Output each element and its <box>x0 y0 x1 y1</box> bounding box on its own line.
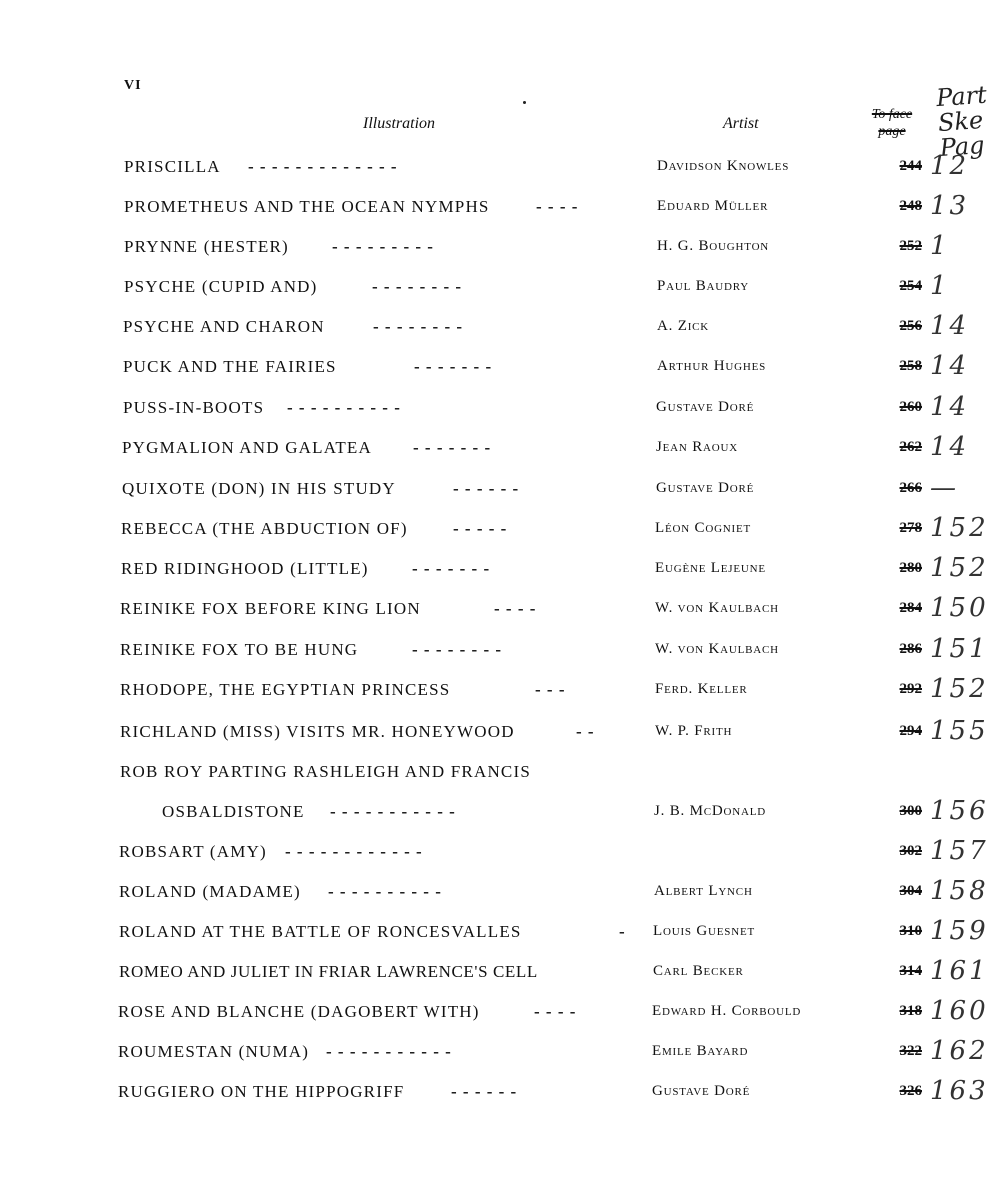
entry-artist: Gustave Doré <box>656 399 755 415</box>
leader-dots: - - - - - - - - - - - - <box>285 842 423 861</box>
list-item <box>0 762 1000 788</box>
list-item <box>0 1076 1000 1108</box>
entry-page: 310 <box>899 923 922 939</box>
handwritten-page-number: 13 <box>930 191 970 221</box>
handwritten-page-number: 14 <box>930 311 970 341</box>
entry-artist: J. B. McDonald <box>654 803 767 819</box>
list-item <box>0 553 1000 585</box>
list-item <box>0 796 1000 828</box>
entry-page: 254 <box>899 278 922 294</box>
entry-artist: Jean Raoux <box>656 439 738 455</box>
page-folio: VI <box>124 78 142 93</box>
entry-title: PROMETHEUS AND THE OCEAN NYMPHS <box>124 197 490 216</box>
entry-title: ROBSART (AMY) <box>119 842 267 861</box>
list-item <box>0 916 1000 948</box>
entry-page: 248 <box>899 198 922 214</box>
handwritten-page-number: 156 <box>930 796 989 826</box>
entry-page: 300 <box>899 803 922 819</box>
entry-title: PYGMALION AND GALATEA <box>122 438 372 457</box>
entry-page: 284 <box>899 600 922 616</box>
list-item <box>0 151 1000 183</box>
handwritten-word-3: Pag <box>938 130 986 162</box>
list-item <box>0 634 1000 666</box>
entry-artist: Albert Lynch <box>654 883 753 899</box>
handwritten-page-number: 14 <box>930 351 970 381</box>
leader-dots: - - - - - - - - - - - <box>326 1042 452 1061</box>
entry-page: 326 <box>899 1083 922 1099</box>
list-item <box>0 836 1000 868</box>
handwritten-page-number: 1 <box>930 271 950 301</box>
leader-dots: - - - - - <box>453 519 508 538</box>
entry-title: PSYCHE AND CHARON <box>123 317 325 336</box>
entry-artist: A. Zick <box>657 318 710 334</box>
list-item <box>0 1036 1000 1068</box>
list-item <box>0 956 1000 988</box>
handwritten-page-number: 159 <box>930 916 989 946</box>
column-header-to-face-page <box>862 106 922 140</box>
handwritten-page-number: 158 <box>930 876 989 906</box>
entry-artist: W. von Kaulbach <box>655 600 779 616</box>
entry-artist: Gustave Doré <box>656 480 755 496</box>
leader-dots: - - - - - - - - <box>373 317 464 336</box>
entry-title: RUGGIERO ON THE HIPPOGRIFF <box>118 1082 405 1101</box>
entry-artist: Gustave Doré <box>652 1083 751 1099</box>
entry-title: ROLAND (MADAME) <box>119 882 301 901</box>
entry-title: REBECCA (THE ABDUCTION OF) <box>121 519 408 538</box>
leader-dots: - - - - - - <box>451 1082 518 1101</box>
column-header-illustration: Illustration <box>363 115 436 132</box>
entry-page: 260 <box>899 399 922 415</box>
entry-artist: Paul Baudry <box>657 278 750 294</box>
entry-page: 318 <box>899 1003 922 1019</box>
entry-page: 252 <box>899 238 922 254</box>
entry-artist: Louis Guesnet <box>653 923 755 939</box>
entry-title: ROUMESTAN (NUMA) <box>118 1042 310 1061</box>
entry-title: PRISCILLA <box>124 157 221 176</box>
leader-dots: - - - - <box>534 1002 577 1021</box>
entry-title: ROB ROY PARTING RASHLEIGH AND FRANCIS <box>120 762 531 781</box>
handwritten-page-number: 14 <box>930 432 970 462</box>
handwritten-page-number: 152 <box>930 553 989 583</box>
list-item <box>0 351 1000 383</box>
entry-title: ROSE AND BLANCHE (DAGOBERT WITH) <box>118 1002 480 1021</box>
handwritten-page-number: 14 <box>930 392 970 422</box>
entry-artist: Carl Becker <box>653 963 744 979</box>
entry-title: REINIKE FOX BEFORE KING LION <box>120 599 421 618</box>
entry-page: 302 <box>899 843 922 859</box>
list-item <box>0 513 1000 545</box>
entry-title: PUSS-IN-BOOTS <box>123 398 265 417</box>
entry-title: OSBALDISTONE <box>162 802 305 821</box>
leader-dots: - - - - <box>536 197 579 216</box>
leader-dots: - - <box>576 722 595 741</box>
entry-title: ROLAND AT THE BATTLE OF RONCESVALLES <box>119 922 522 941</box>
entry-artist: Davidson Knowles <box>657 158 790 174</box>
entry-artist: W. P. Frith <box>655 723 733 739</box>
entry-title: RHODOPE, THE EGYPTIAN PRINCESS <box>120 680 451 699</box>
leader-dots: - - - - - - <box>453 479 520 498</box>
leader-dots: - - - - - - - <box>414 357 493 376</box>
handwritten-word-2: Ske <box>937 105 985 138</box>
leader-dots: - - - - - - - <box>413 438 492 457</box>
list-item <box>0 996 1000 1028</box>
handwritten-page-number: 163 <box>930 1076 989 1106</box>
entry-page: 258 <box>899 358 922 374</box>
leader-dots: - - - - - - - - - - <box>328 882 442 901</box>
list-item <box>0 271 1000 303</box>
leader-dots: - - - - - - - - <box>412 640 503 659</box>
list-item <box>0 876 1000 908</box>
handwritten-page-number: 151 <box>930 634 989 664</box>
list-item <box>0 191 1000 223</box>
handwritten-page-number: 162 <box>930 1036 989 1066</box>
handwritten-page-number: 150 <box>930 593 989 623</box>
entry-title: RICHLAND (MISS) VISITS MR. HONEYWOOD <box>120 722 515 741</box>
entry-title: PRYNNE (HESTER) <box>124 237 289 256</box>
leader-dots: - - - - - - - - - - - - - <box>248 157 398 176</box>
column-header-to-face-line2: page <box>878 124 906 139</box>
handwritten-word-1: Part <box>935 80 988 113</box>
leader-dots: - - - <box>535 680 566 699</box>
list-item <box>0 674 1000 706</box>
entry-page: 266 <box>899 480 922 496</box>
list-item <box>0 392 1000 424</box>
list-item <box>0 231 1000 263</box>
handwritten-page-number: 161 <box>930 956 989 986</box>
entry-page: 304 <box>899 883 922 899</box>
entry-title: RED RIDINGHOOD (LITTLE) <box>121 559 369 578</box>
entry-page: 278 <box>899 520 922 536</box>
entry-title: QUIXOTE (DON) IN HIS STUDY <box>122 479 396 498</box>
handwritten-page-number: 12 <box>930 151 970 181</box>
handwritten-page-number: 160 <box>930 996 989 1026</box>
column-header-artist: Artist <box>723 115 759 132</box>
entry-artist: H. G. Boughton <box>657 238 770 254</box>
handwritten-annotation-header <box>935 82 1000 161</box>
column-header-to-face-line1: To face <box>871 107 913 122</box>
leader-dots: - - - - - - - - - - - <box>330 802 456 821</box>
handwritten-page-number: 155 <box>930 716 989 746</box>
stray-ink-dot <box>523 101 526 104</box>
entry-page: 280 <box>899 560 922 576</box>
entry-artist: W. von Kaulbach <box>655 641 779 657</box>
entry-page: 262 <box>899 439 922 455</box>
list-item <box>0 311 1000 343</box>
list-item <box>0 593 1000 625</box>
entry-artist: Arthur Hughes <box>657 358 767 374</box>
entry-page: 292 <box>899 681 922 697</box>
entry-page: 322 <box>899 1043 922 1059</box>
leader-dots: - <box>619 922 626 941</box>
entry-title: PUCK AND THE FAIRIES <box>123 357 337 376</box>
entry-artist: Eduard Müller <box>657 198 769 214</box>
handwritten-page-number: — <box>930 473 959 503</box>
leader-dots: - - - - - - - - - <box>332 237 434 256</box>
leader-dots: - - - - - - - - <box>372 277 463 296</box>
entry-artist: Eugène Lejeune <box>655 560 766 576</box>
entry-artist: Edward H. Corbould <box>652 1003 802 1019</box>
entry-page: 314 <box>899 963 922 979</box>
list-item <box>0 473 1000 505</box>
list-item <box>0 432 1000 464</box>
leader-dots: - - - - - - - - - - <box>287 398 401 417</box>
handwritten-page-number: 157 <box>930 836 989 866</box>
entry-page: 256 <box>899 318 922 334</box>
handwritten-page-number: 152 <box>930 513 989 543</box>
handwritten-page-number: 152 <box>930 674 989 704</box>
entry-page: 244 <box>899 158 922 174</box>
entry-title: PSYCHE (CUPID AND) <box>124 277 318 296</box>
entry-artist: Léon Cogniet <box>655 520 752 536</box>
list-item <box>0 716 1000 748</box>
entry-artist: Ferd. Keller <box>655 681 748 697</box>
entry-page: 286 <box>899 641 922 657</box>
entry-page: 294 <box>899 723 922 739</box>
entry-artist: Emile Bayard <box>652 1043 749 1059</box>
leader-dots: - - - - <box>494 599 537 618</box>
entry-title: REINIKE FOX TO BE HUNG <box>120 640 359 659</box>
entry-title: ROMEO AND JULIET IN FRIAR LAWRENCE'S CELL <box>119 962 538 981</box>
handwritten-page-number: 1 <box>930 231 950 261</box>
leader-dots: - - - - - - - <box>412 559 491 578</box>
